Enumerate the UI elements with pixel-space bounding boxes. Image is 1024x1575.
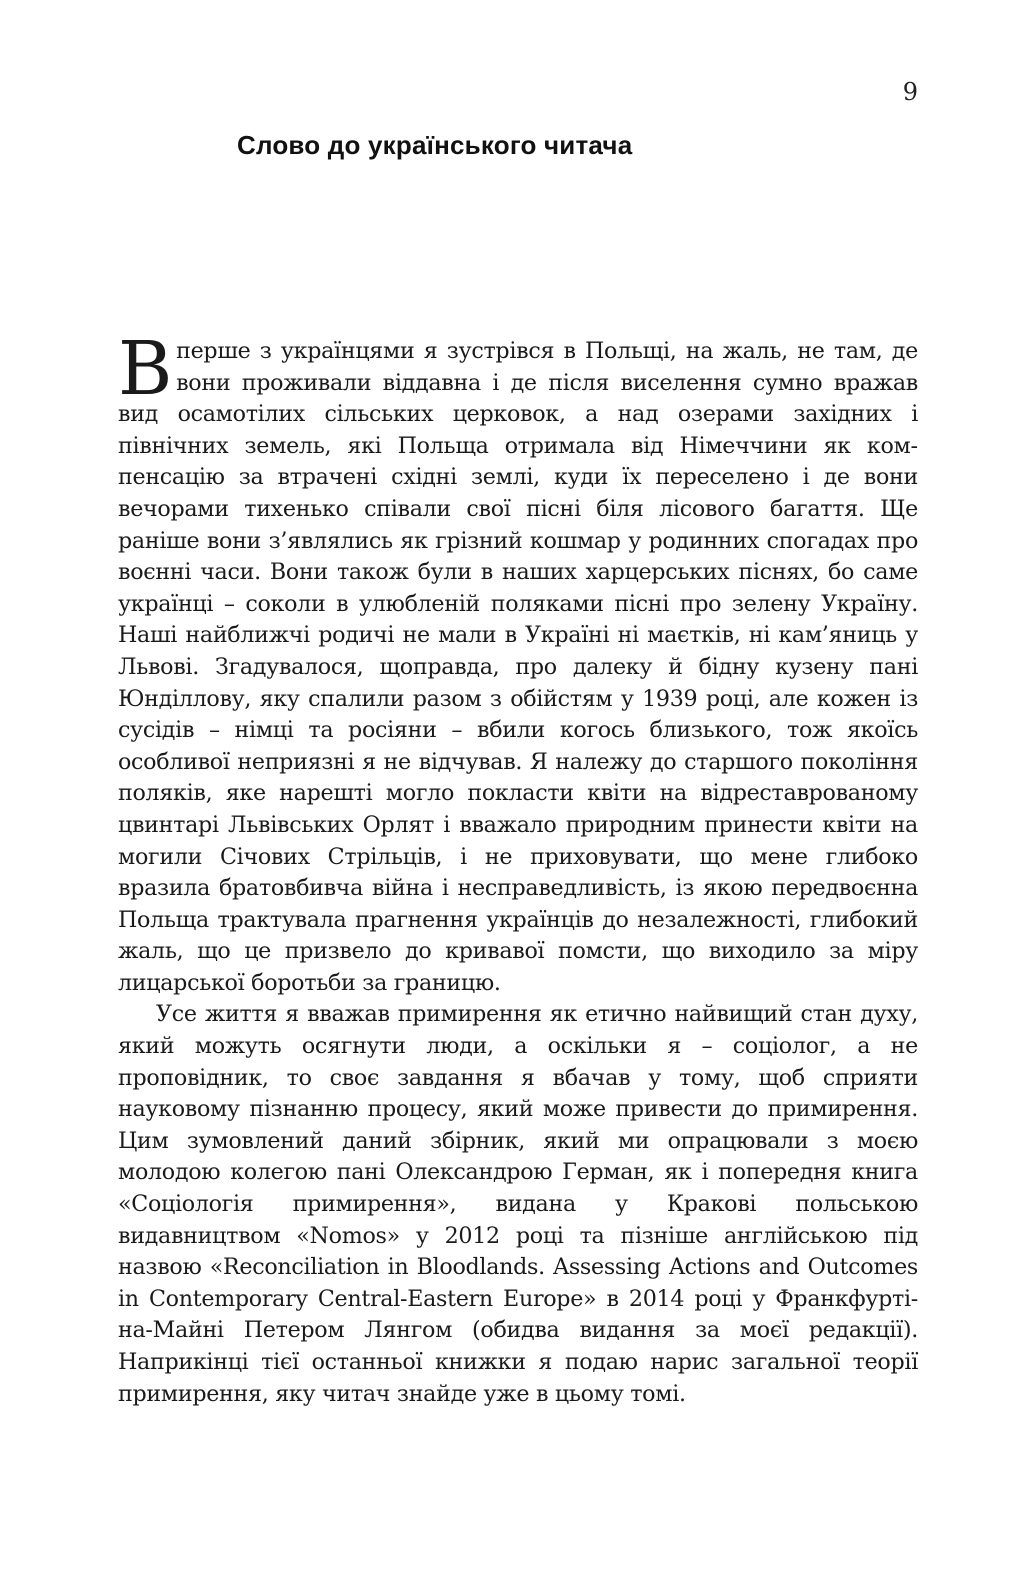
paragraph-2 [118,999,918,1410]
body-text [118,326,918,1410]
chapter-title: Слово до українського читача [237,130,633,160]
paragraph-1-text: перше з українцями я зустрівся в Польщі, на жаль, не там, де вони проживали віддавна і де після виселення сумно вражав вид осамотілих сільських церковок, а над озерами західних і північних земель, які Польща отримала від Німеччини як компенсацію за втрачені східні землі, куди їх переселено і де вони вечорами тихенько співали свої пісні біля лісового багаття. Ще раніше вони з’являлись як грізний кошмар у родинних спогадах про воєнні часи. Вони також були в наших харцерських піснях, бо саме українці – соколи в улюбленій поляками пісні про зелену Україну. Наші найближчі родичі не мали в Україні ні маєтків, ні кам’яниць у Львові. Згадувалося, щоправда, про далеку й бідну кузену пані Юнділлову, яку спалили разом з обійстям у 1939 році, але кожен із сусідів – німці та росіяни – вбили когось близького, тож якоїсь особливої неприязні я не відчував. Я належу до старшого покоління поляків, яке нарешті могло покласти квіти на відреставрованому цвинтарі Львівських Орлят і вважало природним принести квіти на могили Січових Стрільців, і не приховувати, що мене глибоко вразила братовбивча війна і несправедливість, із якою передвоєнна Польща трактувала прагнення українців до незалежності, глибокий жаль, що це призвело до кривавої помсти, що виходило за міру лицарської боротьби за границю. [118,338,918,996]
paragraph-1 [118,326,918,999]
drop-cap: В [118,326,173,412]
page-number: 9 [902,78,918,106]
paragraph-2-text: Усе життя я вважав примирення як етично найвищий стан духу, який можуть осягнути люди, а оскільки я – соціолог, а не проповідник, то своє завдання я вбачав у тому, щоб сприяти науковому пізнанню процесу, який може привести до примирення. Цим зумовлений даний збірник, який ми опрацювали з моєю молодою колегою пані Олександрою Герман, як і попередня книга «Соціологія примирення», видана у Кракові польською видавництвом «Nomos» у 2012 році та пізніше англійською під назвою «Reconciliation in Bloodlands. Assessing Actions and Outcomes in Contemporary Central-Eastern Europe» в 2014 році у Франкфурті-на-Майні Петером Лянгом (обидва видання за моєї редакції). Наприкінці тієї останньої книжки я подаю нарис загальної теорії примирення, яку читач знайде уже в цьому томі. [118,1001,918,1407]
